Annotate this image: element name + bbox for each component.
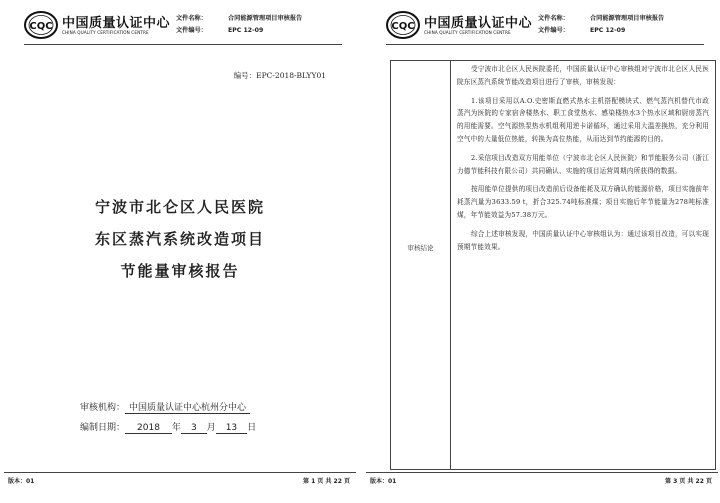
compile-date-label: 编制日期： — [80, 423, 126, 433]
conclusion-paragraph: 1.该项目采用以A.O.史密斯直燃式热水主机搭配模块式、燃气蒸汽机替代市政蒸汽为医院的专家宿舍楼热水、职工食堂热水、感染楼热水3个热水区域和厨房蒸汽的用能需要。空气源热泵热水机组利用逆卡诺循环，通过采用大温差换热，充分利用空气中的大量低位热能，转换为高位热能，从而达到节约能源的目的。 — [457, 96, 709, 143]
date-year-unit: 年 — [171, 423, 181, 433]
conclusion-paragraph: 受宁波市北仑区人民医院委托，中国质量认证中心审核组对宁波市北仑区人民医院东区蒸汽系统节能改造项目进行了审核，审核发现： — [457, 65, 709, 86]
header-divider — [386, 44, 704, 45]
footer-page-number: 第 1 页 共 22 页 — [303, 478, 350, 485]
date-month-unit: 月 — [206, 423, 216, 433]
svg-text:CQC: CQC — [391, 21, 415, 32]
file-meta — [538, 13, 664, 37]
review-conclusion-label-cell — [391, 61, 451, 469]
date-month: 3 — [181, 423, 207, 434]
audit-org-label: 审核机构： — [80, 403, 126, 413]
cqc-logo-icon — [24, 11, 58, 39]
file-no-label: 文件编号： — [176, 27, 207, 34]
footer-divider — [4, 472, 356, 473]
report-title-line-3: 节能量审核报告 — [120, 262, 240, 280]
file-name-label: 文件名称： — [176, 15, 207, 22]
cqc-logo — [386, 10, 536, 42]
audit-org-line — [80, 400, 250, 413]
file-no-label: 文件编号： — [538, 27, 569, 34]
page-1 — [4, 0, 356, 503]
date-day: 13 — [216, 423, 247, 434]
report-title-line-2: 东区蒸汽系统改造项目 — [94, 230, 265, 248]
page-header — [386, 10, 704, 44]
file-name-value: 合同能源管理项目审核报告 — [228, 15, 303, 22]
logo-text-en: CHINA QUALITY CERTIFICATION CENTRE — [424, 30, 511, 35]
footer-divider — [366, 472, 718, 473]
svg-text:CQC: CQC — [29, 21, 53, 32]
file-meta — [176, 13, 302, 37]
file-name-value: 合同能源管理项目审核报告 — [590, 15, 665, 22]
document-number: 编号：EPC-2018-BLYY01 — [233, 71, 326, 80]
file-name-label: 文件名称： — [538, 15, 569, 22]
review-conclusion-content — [457, 63, 709, 259]
cqc-logo — [24, 10, 174, 42]
date-day-unit: 日 — [247, 423, 257, 433]
page-3 — [366, 0, 718, 503]
footer-version: 版本：01 — [370, 478, 397, 485]
footer-page-number: 第 3 页 共 22 页 — [665, 478, 712, 485]
review-conclusion-label: 审核结论 — [407, 244, 434, 252]
conclusion-paragraph: 按用能单位提供的项目改造前后设备能耗及双方确认的能源价格，项目实施前年耗蒸汽量为3633.59 t，折合325.74吨标准煤；项目实施后年节能量为278吨标准煤，年节能效益为57.38万元。 — [457, 185, 709, 219]
conclusion-paragraph: 2.采信项目改造双方用能单位（宁波市北仑区人民医院）和节能服务公司（浙江力德节能科技有限公司）共同确认、实施的项目运营周期内所获得的数据。 — [457, 153, 709, 175]
review-conclusion-table — [390, 60, 716, 470]
file-no-value: EPC 12-09 — [228, 27, 264, 34]
date-year: 2018 — [125, 423, 172, 434]
audit-org-value: 中国质量认证中心杭州分中心 — [125, 403, 250, 414]
footer-version: 版本：01 — [8, 478, 35, 485]
logo-text-cn: 中国质量认证中心 — [424, 16, 533, 31]
page-header — [24, 10, 342, 44]
logo-text-en: CHINA QUALITY CERTIFICATION CENTRE — [62, 30, 149, 35]
header-divider — [24, 44, 342, 45]
compile-date-line — [80, 420, 256, 433]
conclusion-paragraph: 综合上述审核发现，中国质量认证中心审核组认为：通过该项目改造，可以实现预期节能效果。 — [457, 229, 709, 251]
logo-text-cn: 中国质量认证中心 — [62, 16, 171, 31]
file-no-value: EPC 12-09 — [590, 27, 626, 34]
cqc-logo-icon — [386, 11, 420, 39]
report-title-line-1: 宁波市北仑区人民医院 — [94, 198, 265, 216]
